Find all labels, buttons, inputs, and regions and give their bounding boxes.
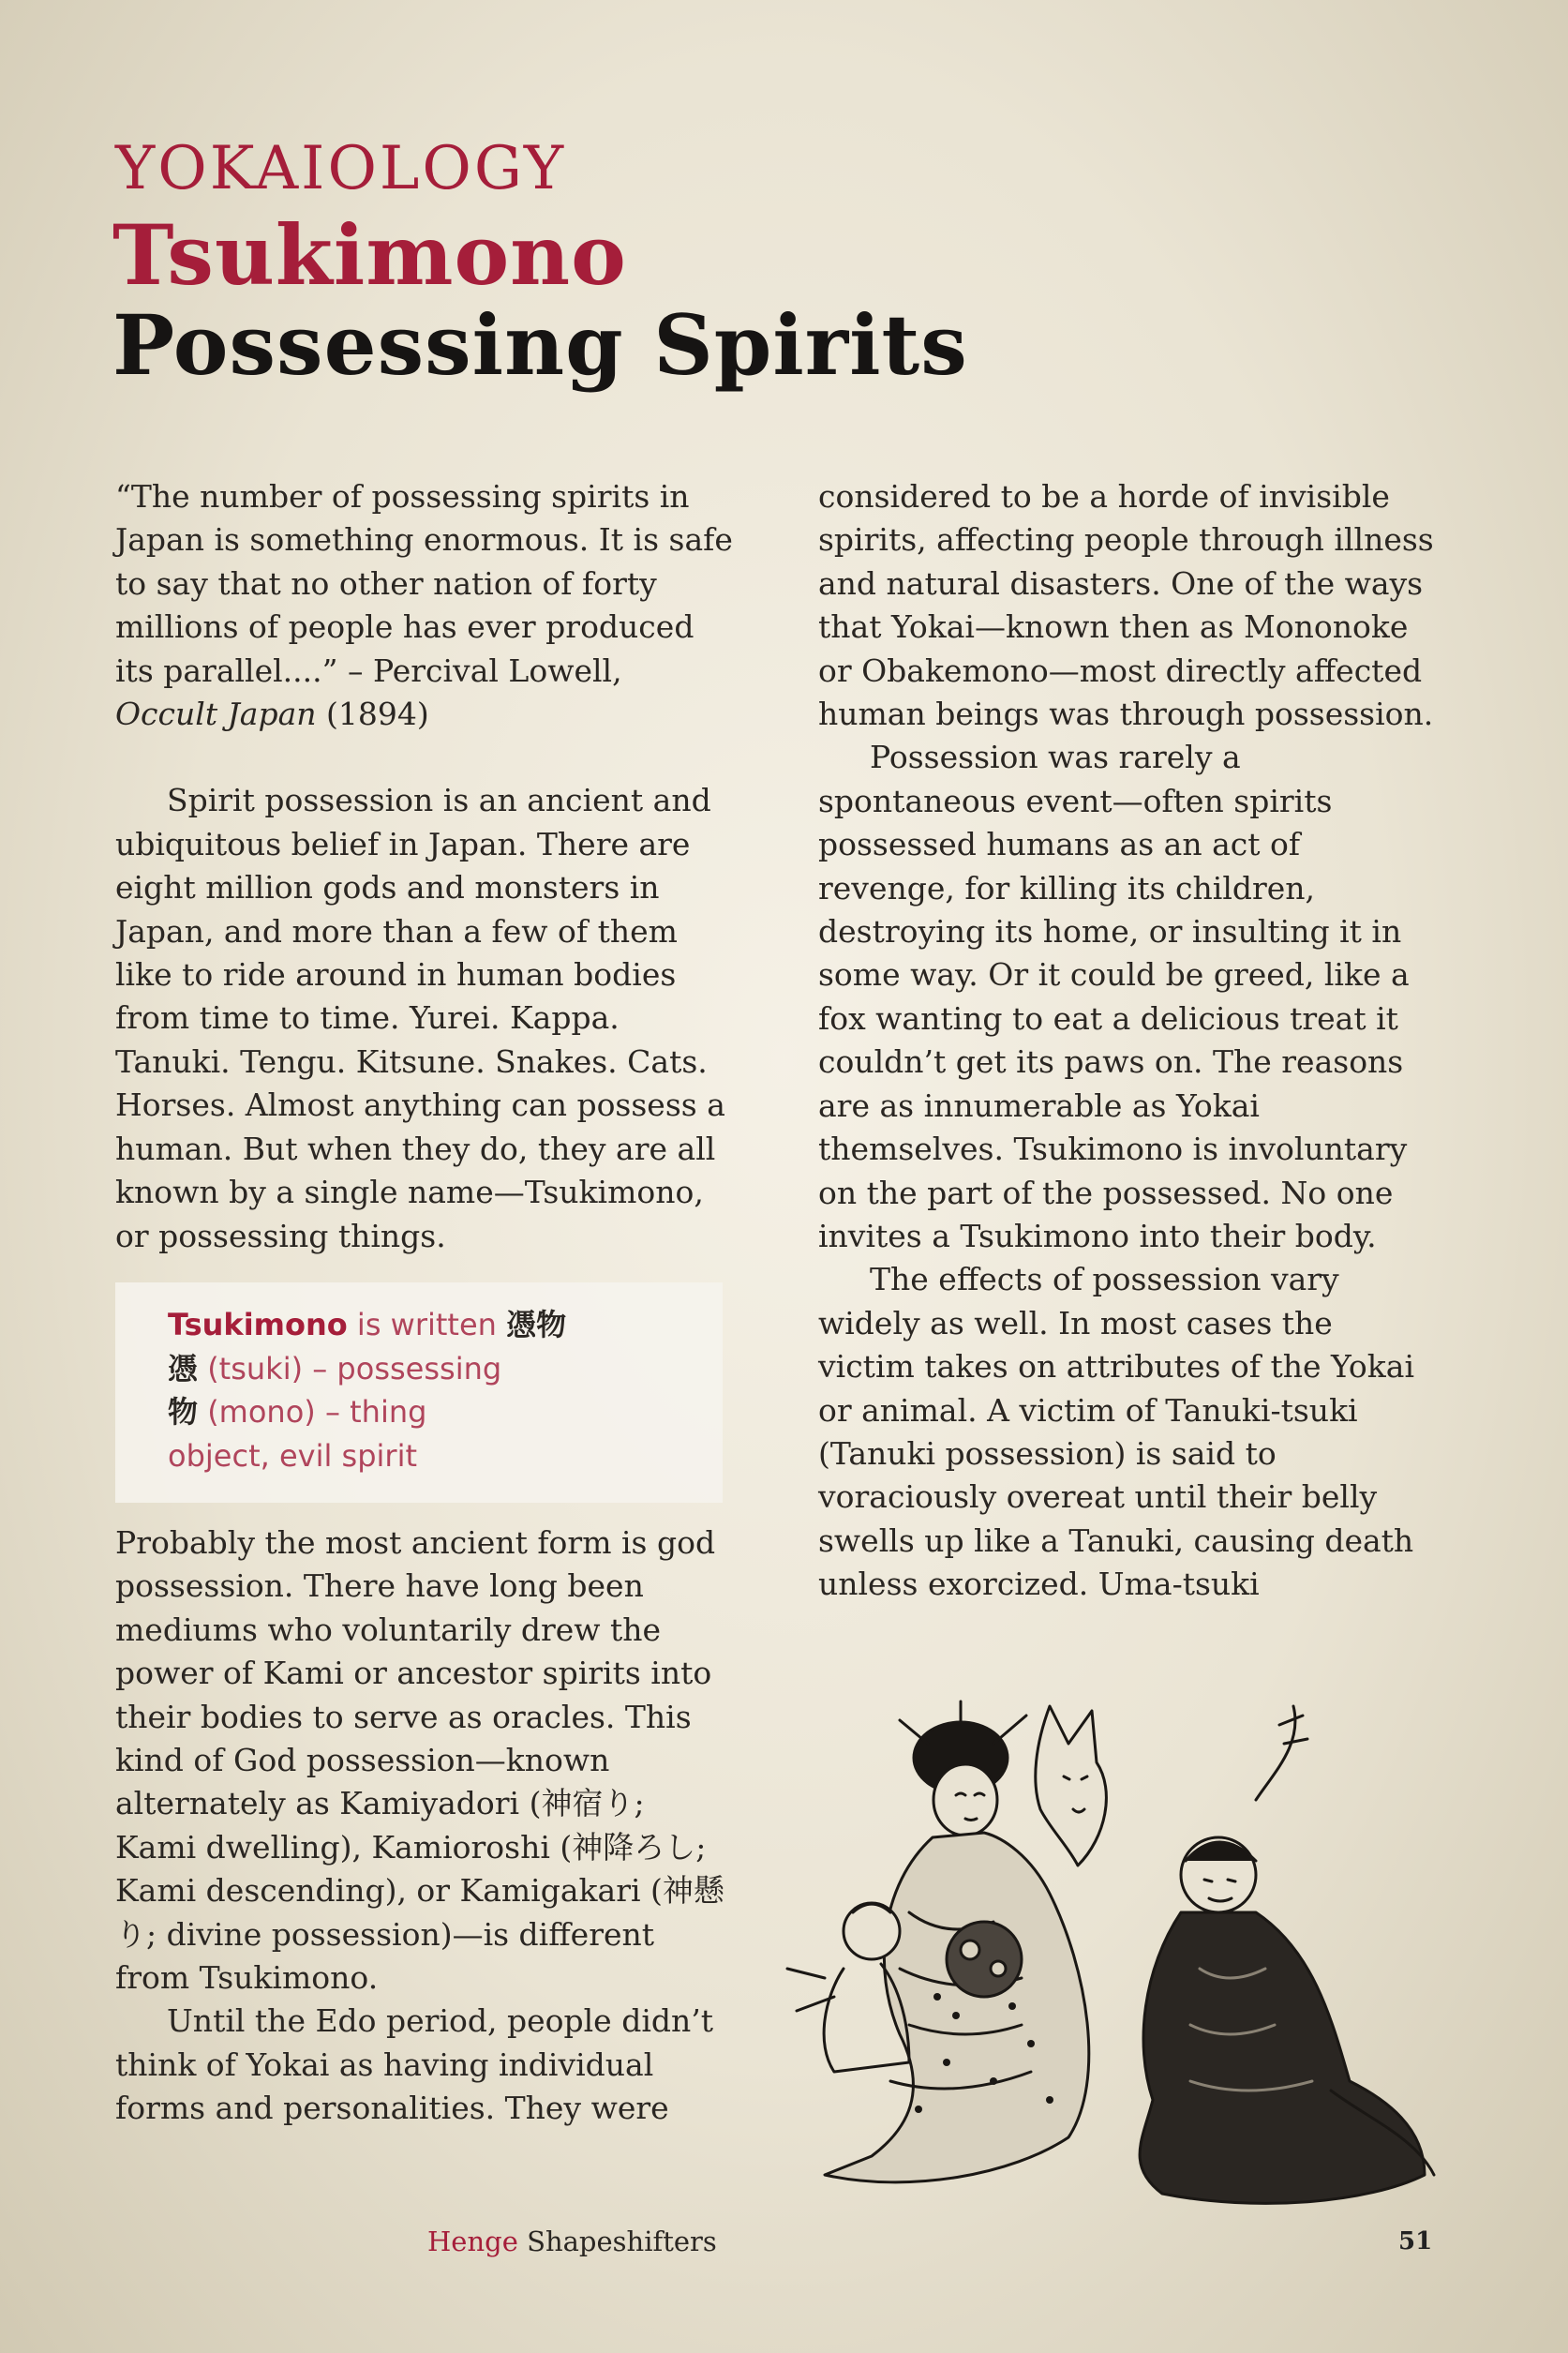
woodblock-illustration: [769, 1687, 1443, 2212]
running-footer: Henge Shapeshifters: [427, 2226, 717, 2257]
sidebar-line-3: 物 (mono) – thing: [168, 1394, 427, 1430]
section-kicker: YOKAIOLOGY: [115, 134, 567, 203]
sidebar-line-2: 憑 (tsuki) – possessing: [168, 1350, 502, 1386]
paragraph: Spirit possession is an ancient and ubiquitous belief in Japan. There are eight million gods and monsters in Japan, and more than a few of them like to ride around in human bodies from time to time. Yurei. Kappa. Tanuki. Tengu. Kitsune. Snakes. Cats. Horses. Almost anything can possess a human. But when they do, they are all known by a single name—Tsukimono, or possessing things.: [115, 782, 725, 1254]
quote-work-title: Occult Japan: [115, 696, 317, 733]
paragraph: considered to be a horde of invisible spirits, affecting people through illness and natural disasters. One of the ways that Yokai—known then as Mononoke or Obakemono—most directly affected human beings was through possession.: [818, 478, 1434, 733]
page-subtitle: Possessing Spirits: [112, 296, 968, 394]
paragraph: Possession was rarely a spontaneous event—often spirits possessed humans as an act of revenge, for killing its children, destroying its home, or insulting it in some way. Or it could be greed, like a fox wanting to eat a delicious treat it couldn’t get its paws on. The reasons are as innumerable as Yokai themselves. Tsukimono is involuntary on the part of the possessed. No one invites a Tsukimono into their body.: [818, 739, 1410, 1254]
sidebar-line-1: Tsukimono is written 憑物: [168, 1307, 567, 1342]
left-column-top: [115, 475, 734, 1258]
paragraph: Until the Edo period, people didn’t think of Yokai as having individual forms and personalities. They were: [115, 2002, 714, 2127]
left-column-bottom: [115, 1521, 734, 2131]
paragraph: The effects of possession vary widely as well. In most cases the victim takes on attributes of the Yokai or animal. A victim of Tanuki-tsuki (Tanuki possession) is said to voraciously overeat until their belly swells up like a Tanuki, causing death unless exorcized. Uma-tsuki: [818, 1261, 1415, 1603]
paragraph: Probably the most ancient form is god possession. There have long been mediums who voluntarily drew the power of Kami or ancestor spirits into their bodies to serve as oracles. This kind of God possession—known alternately as Kamiyadori (神宿り; Kami dwelling), Kamioroshi (神降ろし; Kami descending), or Kamigakari (神懸り; divine possession)—is different from Tsukimono.: [115, 1524, 724, 1997]
page-title: Tsukimono: [112, 206, 627, 304]
right-column: [818, 475, 1437, 1607]
sidebar-line-4: object, evil spirit: [168, 1437, 417, 1474]
kanji-sidebar: [115, 1282, 723, 1503]
page-number: 51: [1398, 2227, 1433, 2256]
epigraph-quote: “The number of possessing spirits in Japan is something enormous. It is safe to say that no other nation of forty millions of people has ever produced its parallel....” – Percival Lowell, Occult Japan (1894): [115, 478, 733, 733]
